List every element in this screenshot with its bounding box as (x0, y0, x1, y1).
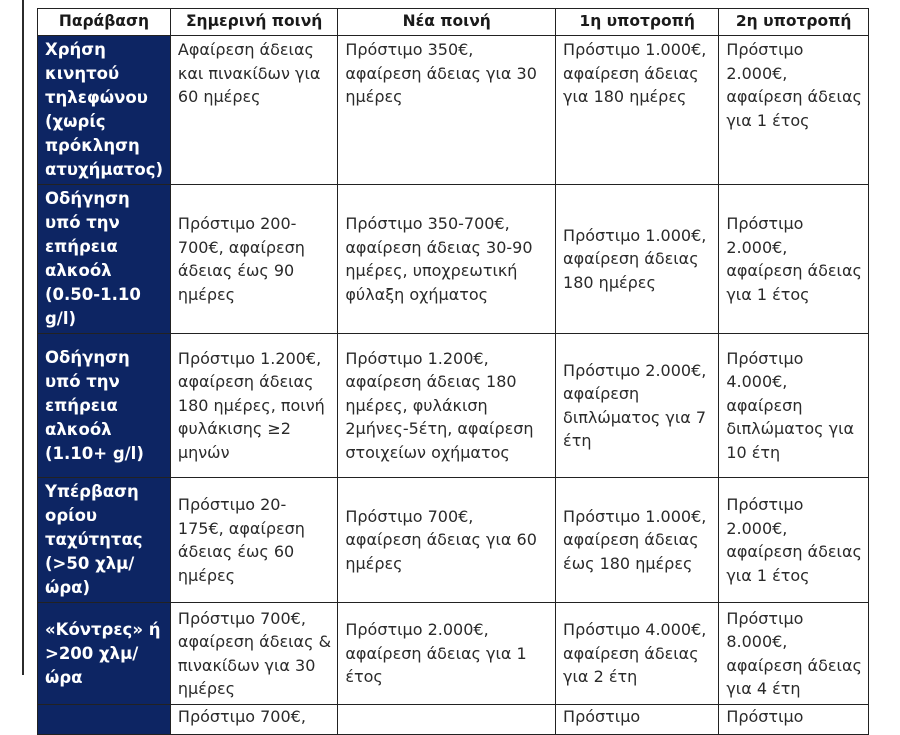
current-penalty-cell: Πρόστιμο 20-175€, αφαίρεση άδειας έως 60 ημέρες (170, 478, 337, 603)
first-relapse-cell: Πρόστιμο 4.000€, αφαίρεση άδειας για 2 έτη (556, 603, 719, 705)
new-penalty-cell: Πρόστιμο 350-700€, αφαίρεση άδειας 30-90 ημέρες, υποχρεωτική φύλαξη οχήματος (338, 185, 556, 334)
violation-cell: Οδήγηση υπό την επήρεια αλκοόλ (1.10+ g/l) (38, 334, 171, 478)
header-second-relapse: 2η υποτροπή (719, 9, 869, 36)
current-penalty-cell: Πρόστιμο 1.200€, αφαίρεση άδειας 180 ημέρες, ποινή φυλάκισης ≥2 μηνών (170, 334, 337, 478)
page-left-border (22, 0, 24, 675)
first-relapse-cell: Πρόστιμο (556, 705, 719, 735)
header-violation: Παράβαση (38, 9, 171, 36)
table-header-row (38, 9, 869, 36)
first-relapse-cell: Πρόστιμο 1.000€, αφαίρεση άδειας 180 ημέρες (556, 185, 719, 334)
second-relapse-cell: Πρόστιμο (719, 705, 869, 735)
first-relapse-cell: Πρόστιμο 1.000€, αφαίρεση άδειας έως 180 ημέρες (556, 478, 719, 603)
table-row (38, 603, 869, 705)
header-current-penalty: Σημερινή ποινή (170, 9, 337, 36)
second-relapse-cell: Πρόστιμο 2.000€, αφαίρεση άδειας για 1 έτος (719, 478, 869, 603)
current-penalty-cell: Αφαίρεση άδειας και πινακίδων για 60 ημέρες (170, 36, 337, 185)
current-penalty-cell: Πρόστιμο 700€, αφαίρεση άδειας & πινακίδων για 30 ημέρες (170, 603, 337, 705)
violation-cell: Υπέρβαση ορίου ταχύτητας (>50 χλμ/ώρα) (38, 478, 171, 603)
new-penalty-cell: Πρόστιμο 700€, αφαίρεση άδειας για 60 ημέρες (338, 478, 556, 603)
violation-cell: Χρήση κινητού τηλεφώνου (χωρίς πρόκληση ατυχήματος) (38, 36, 171, 185)
violation-cell: «Κόντρες» ή >200 χλμ/ώρα (38, 603, 171, 705)
current-penalty-cell: Πρόστιμο 700€, (170, 705, 337, 735)
table-row (38, 705, 869, 735)
current-penalty-cell: Πρόστιμο 200-700€, αφαίρεση άδειας έως 90 ημέρες (170, 185, 337, 334)
table-row (38, 36, 869, 185)
new-penalty-cell: Πρόστιμο 2.000€, αφαίρεση άδειας για 1 έτος (338, 603, 556, 705)
table-row (38, 334, 869, 478)
violation-cell: Οδήγηση υπό την επήρεια αλκοόλ (0.50-1.10 g/l) (38, 185, 171, 334)
header-new-penalty: Νέα ποινή (338, 9, 556, 36)
second-relapse-cell: Πρόστιμο 4.000€, αφαίρεση διπλώματος για 10 έτη (719, 334, 869, 478)
penalties-table (37, 8, 869, 735)
new-penalty-cell (338, 705, 556, 735)
second-relapse-cell: Πρόστιμο 2.000€, αφαίρεση άδειας για 1 έτος (719, 185, 869, 334)
new-penalty-cell: Πρόστιμο 350€, αφαίρεση άδειας για 30 ημέρες (338, 36, 556, 185)
second-relapse-cell: Πρόστιμο 2.000€, αφαίρεση άδειας για 1 έτος (719, 36, 869, 185)
first-relapse-cell: Πρόστιμο 1.000€, αφαίρεση άδειας για 180 ημέρες (556, 36, 719, 185)
violation-cell (38, 705, 171, 735)
table-row (38, 478, 869, 603)
second-relapse-cell: Πρόστιμο 8.000€, αφαίρεση άδειας για 4 έτη (719, 603, 869, 705)
table-row (38, 185, 869, 334)
new-penalty-cell: Πρόστιμο 1.200€, αφαίρεση άδειας 180 ημέρες, φυλάκιση 2μήνες-5έτη, αφαίρεση στοιχείων οχήματος (338, 334, 556, 478)
first-relapse-cell: Πρόστιμο 2.000€, αφαίρεση διπλώματος για 7 έτη (556, 334, 719, 478)
header-first-relapse: 1η υποτροπή (556, 9, 719, 36)
